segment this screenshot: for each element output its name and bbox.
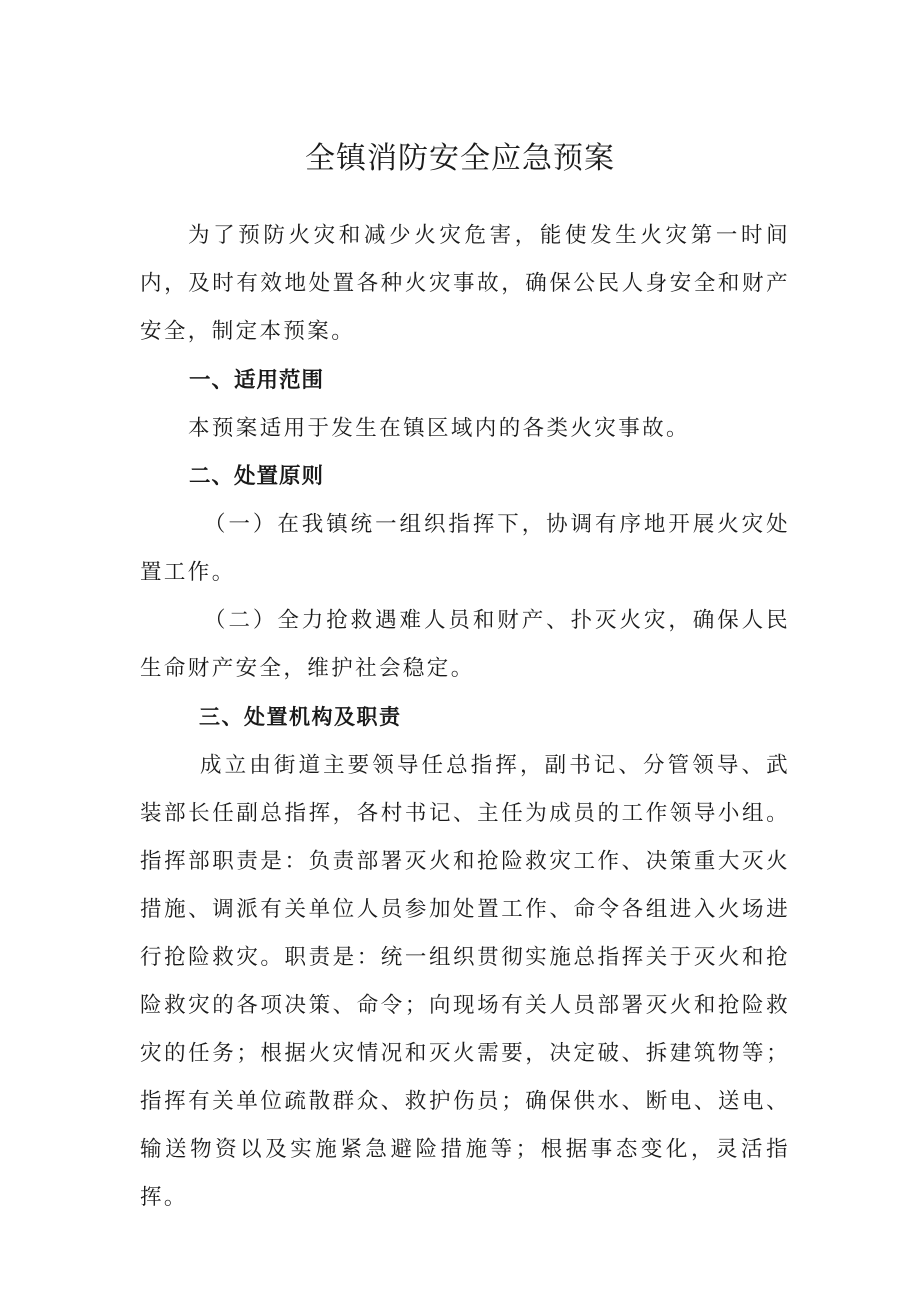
section-2-item-2: （二）全力抢救遇难人员和财产、扑灭火灾，确保人民生命财产安全，维护社会稳定。 — [140, 608, 790, 681]
section-2-item-1: （一）在我镇统一组织指挥下，协调有序地开展火灾处置工作。 — [140, 512, 790, 585]
intro-paragraph: 为了预防火灾和减少火灾危害，能使发生火灾第一时间内，及时有效地处置各种火灾事故，确保公民人身安全和财产安全，制定本预案。 — [140, 223, 790, 344]
document-title: 全镇消防安全应急预案 — [305, 141, 615, 176]
section-3-heading: 三、处置机构及职责 — [199, 705, 402, 729]
section-1-text: 本预案适用于发生在镇区域内的各类火灾事故。 — [188, 416, 690, 441]
section-1-heading: 一、适用范围 — [189, 368, 325, 393]
section-3-text: 成立由街道主要领导任总指挥，副书记、分管领导、武装部长任副总指挥，各村书记、主任为成员的工作领导小组。指挥部职责是：负责部署灭火和抢险救灾工作、决策重大灭火措施、调派有关单位人员参加处置工作、命令各组进入火场进行抢险救灾。职责是：统一组织贯彻实施总指挥关于灭火和抢险救灾的各项决策、命令；向现场有关人员部署灭火和抢险救灾的任务；根据火灾情况和灭火需要，决定破、拆建筑物等；指挥有关单位疏散群众、救护伤员；确保供水、断电、送电、输送物资以及实施紧急避险措施等；根据事态变化，灵活指挥。 — [140, 753, 790, 1210]
section-2-heading: 二、处置原则 — [189, 464, 325, 489]
